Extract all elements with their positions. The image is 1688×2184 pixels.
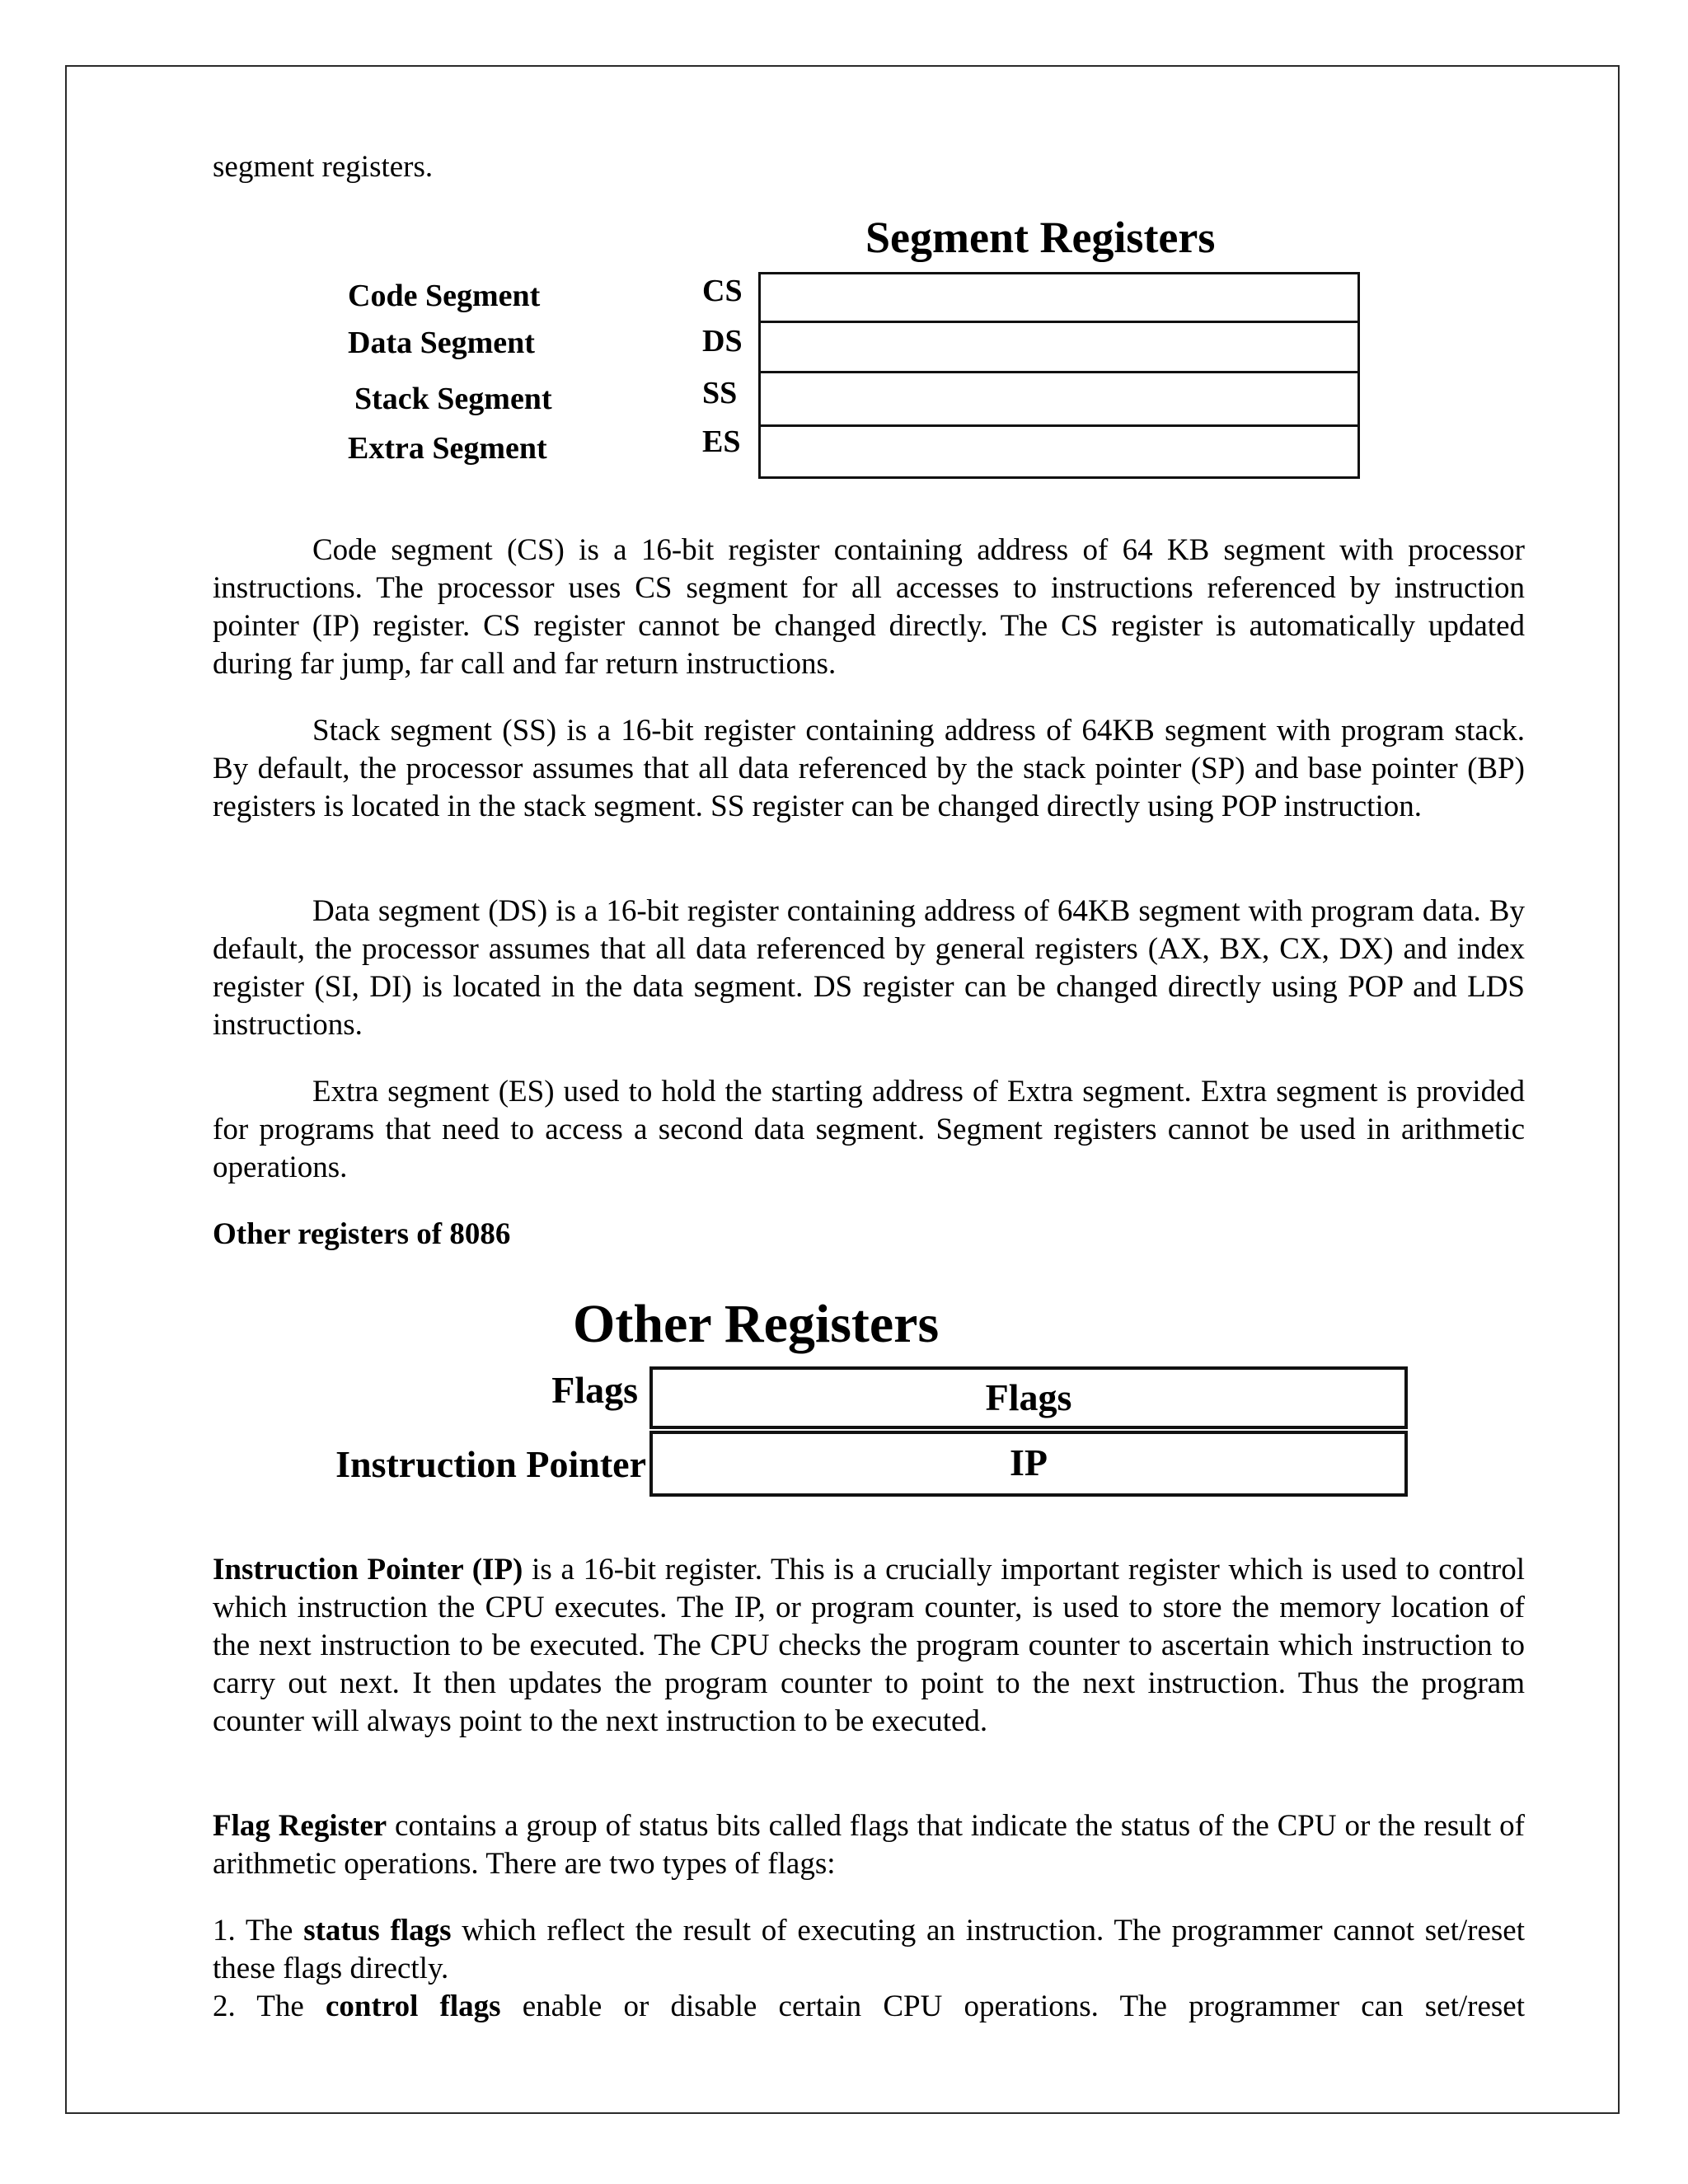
register-box-flags: Flags: [649, 1366, 1408, 1429]
intro-fragment: segment registers.: [213, 150, 434, 184]
term-status-flags: status flags: [303, 1914, 452, 1947]
label-code-segment: Code Segment: [348, 279, 541, 313]
label-stack-segment: Stack Segment: [354, 382, 552, 416]
register-box-es: [758, 424, 1360, 479]
ip-paragraph-text: is a 16-bit register. This is a crucially important register which is used to control which instruction the CPU executes. The IP, or program counter, is used to store the memory location of the next instruction to be executed. The CPU checks the program counter to ascertain which instruction to carry out next. It then updates the program counter to point to the next instruction. Thus the program counter will always point to the next instruction to be executed.: [213, 1553, 1525, 1738]
abbr-ss: SS: [702, 376, 738, 410]
abbr-ds: DS: [702, 324, 743, 359]
term-flag-register: Flag Register: [213, 1809, 387, 1843]
paragraph-ds: Data segment (DS) is a 16-bit register containing address of 64KB segment with program data. By default, the processor assumes that all data referenced by general registers (AX, BX, CX, DX) and index register (SI, DI) is located in the data segment. DS register can be changed directly using POP and LDS instructions.: [213, 894, 1525, 1042]
segment-registers-figure: [342, 213, 1368, 485]
term-control-flags: control flags: [326, 1990, 501, 2023]
label-flags: Flags: [551, 1369, 638, 1411]
paragraph-cs: Code segment (CS) is a 16-bit register containing address of 64 KB segment with processor instructions. The processor uses CS segment for all accesses to instructions referenced by instruction pointer (IP) register. CS register cannot be changed directly. The CS register is automatically updated during far jump, far call and far return instructions.: [213, 533, 1525, 681]
segment-figure-title: Segment Registers: [865, 213, 1216, 262]
label-data-segment: Data Segment: [348, 326, 535, 360]
flag-paragraph-text: contains a group of status bits called flags that indicate the status of the CPU or the result of arithmetic operations. There are two types of flags:: [213, 1809, 1525, 1881]
label-extra-segment: Extra Segment: [348, 431, 547, 466]
paragraph-flag-register: [213, 1807, 1525, 1883]
term-instruction-pointer: Instruction Pointer (IP): [213, 1553, 523, 1586]
list-item-status-flags: [213, 1912, 1525, 1988]
list-item-control-flags: [213, 1988, 1525, 2026]
list-item-prefix: 1. The: [213, 1914, 304, 1947]
register-box-ds: [758, 321, 1360, 373]
other-registers-figure: [297, 1294, 1409, 1500]
other-figure-title: Other Registers: [573, 1294, 940, 1354]
abbr-cs: CS: [702, 274, 743, 308]
paragraph-es: Extra segment (ES) used to hold the starting address of Extra segment. Extra segment is provided for programs that need to access a second data segment. Segment registers cannot be used in arithmetic operations.: [213, 1075, 1525, 1184]
list-item-text: enable or disable certain CPU operations. The programmer can set/reset: [500, 1990, 1525, 2023]
register-box-ss: [758, 371, 1360, 427]
abbr-es: ES: [702, 424, 741, 459]
paragraph-ss: Stack segment (SS) is a 16-bit register containing address of 64KB segment with program stack. By default, the processor assumes that all data referenced by the stack pointer (SP) and base pointer (BP) registers is located in the stack segment. SS register can be changed directly using POP instruction.: [213, 714, 1525, 823]
register-box-cs: [758, 272, 1360, 323]
label-instruction-pointer: Instruction Pointer: [335, 1443, 646, 1485]
list-item-prefix: 2. The: [213, 1990, 326, 2023]
paragraph-instruction-pointer: [213, 1551, 1525, 1741]
other-registers-heading: Other registers of 8086: [213, 1217, 511, 1251]
list-item-text: which reflect the result of executing an instruction. The programmer cannot set/reset these flags directly.: [213, 1914, 1525, 1985]
register-box-ip: IP: [649, 1431, 1408, 1497]
